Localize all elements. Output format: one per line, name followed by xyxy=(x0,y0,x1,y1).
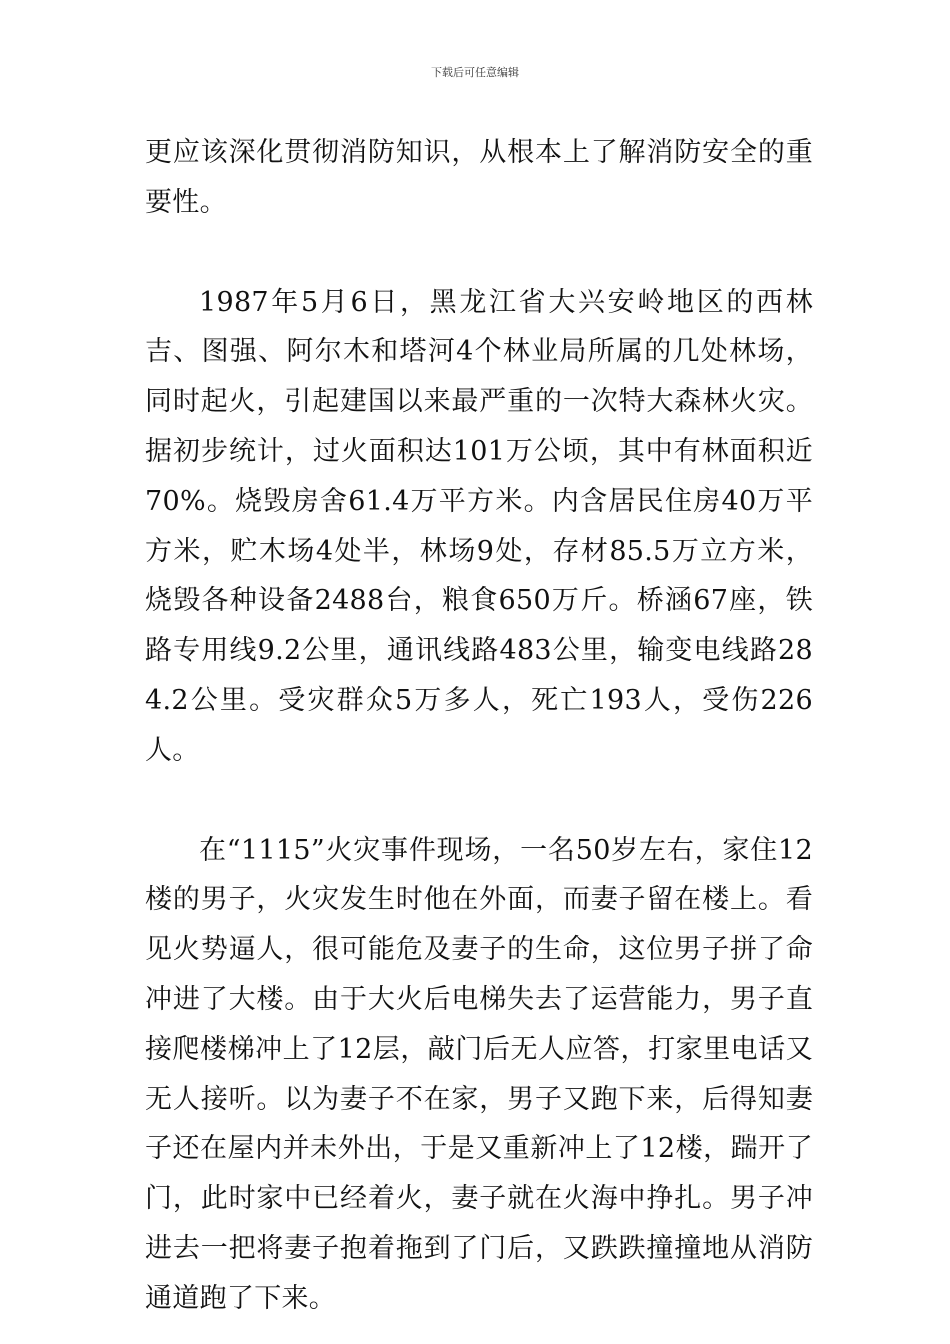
paragraph-1115-fire: 在“1115”火灾事件现场，一名50岁左右，家住12楼的男子，火灾发生时他在外面，而妻子留在楼上。看见火势逼人，很可能危及妻子的生命，这位男子拼了命冲进了大楼。由于大火后电梯失去了运营能力，男子直接爬楼梯冲上了12层，敲门后无人应答，打家里电话又无人接听。以为妻子不在家，男子又跑下来，后得知妻子还在屋内并未外出，于是又重新冲上了12楼，踹开了门，此时家中已经着火，妻子就在火海中挣扎。男子冲进去一把将妻子抱着拖到了门后，又跌跌撞撞地从消防通道跑了下来。 xyxy=(145,834,813,1314)
document-body xyxy=(145,128,813,1324)
paragraph-forest-fire: 1987年5月6日，黑龙江省大兴安岭地区的西林吉、图强、阿尔木和塔河4个林业局所属的几处林场，同时起火，引起建国以来最严重的一次特大森林火灾。据初步统计，过火面积达101万公顷，其中有林面积近70%。烧毁房舍61.4万平方米。内含居民住房40万平方米，贮木场4处半，林场9处，存材85.5万立方米，烧毁各种设备2488台，粮食650万斤。桥涵67座，铁路专用线9.2公里，通讯线路483公里，输变电线路284.2公里。受灾群众5万多人，死亡193人，受伤226人。 xyxy=(145,286,813,766)
paragraph-gap xyxy=(145,776,813,826)
paragraph-continuation: 更应该深化贯彻消防知识，从根本上了解消防安全的重要性。 xyxy=(145,137,813,218)
page-header: 下载后可任意编辑 xyxy=(431,66,519,79)
paragraph-gap xyxy=(145,228,813,278)
